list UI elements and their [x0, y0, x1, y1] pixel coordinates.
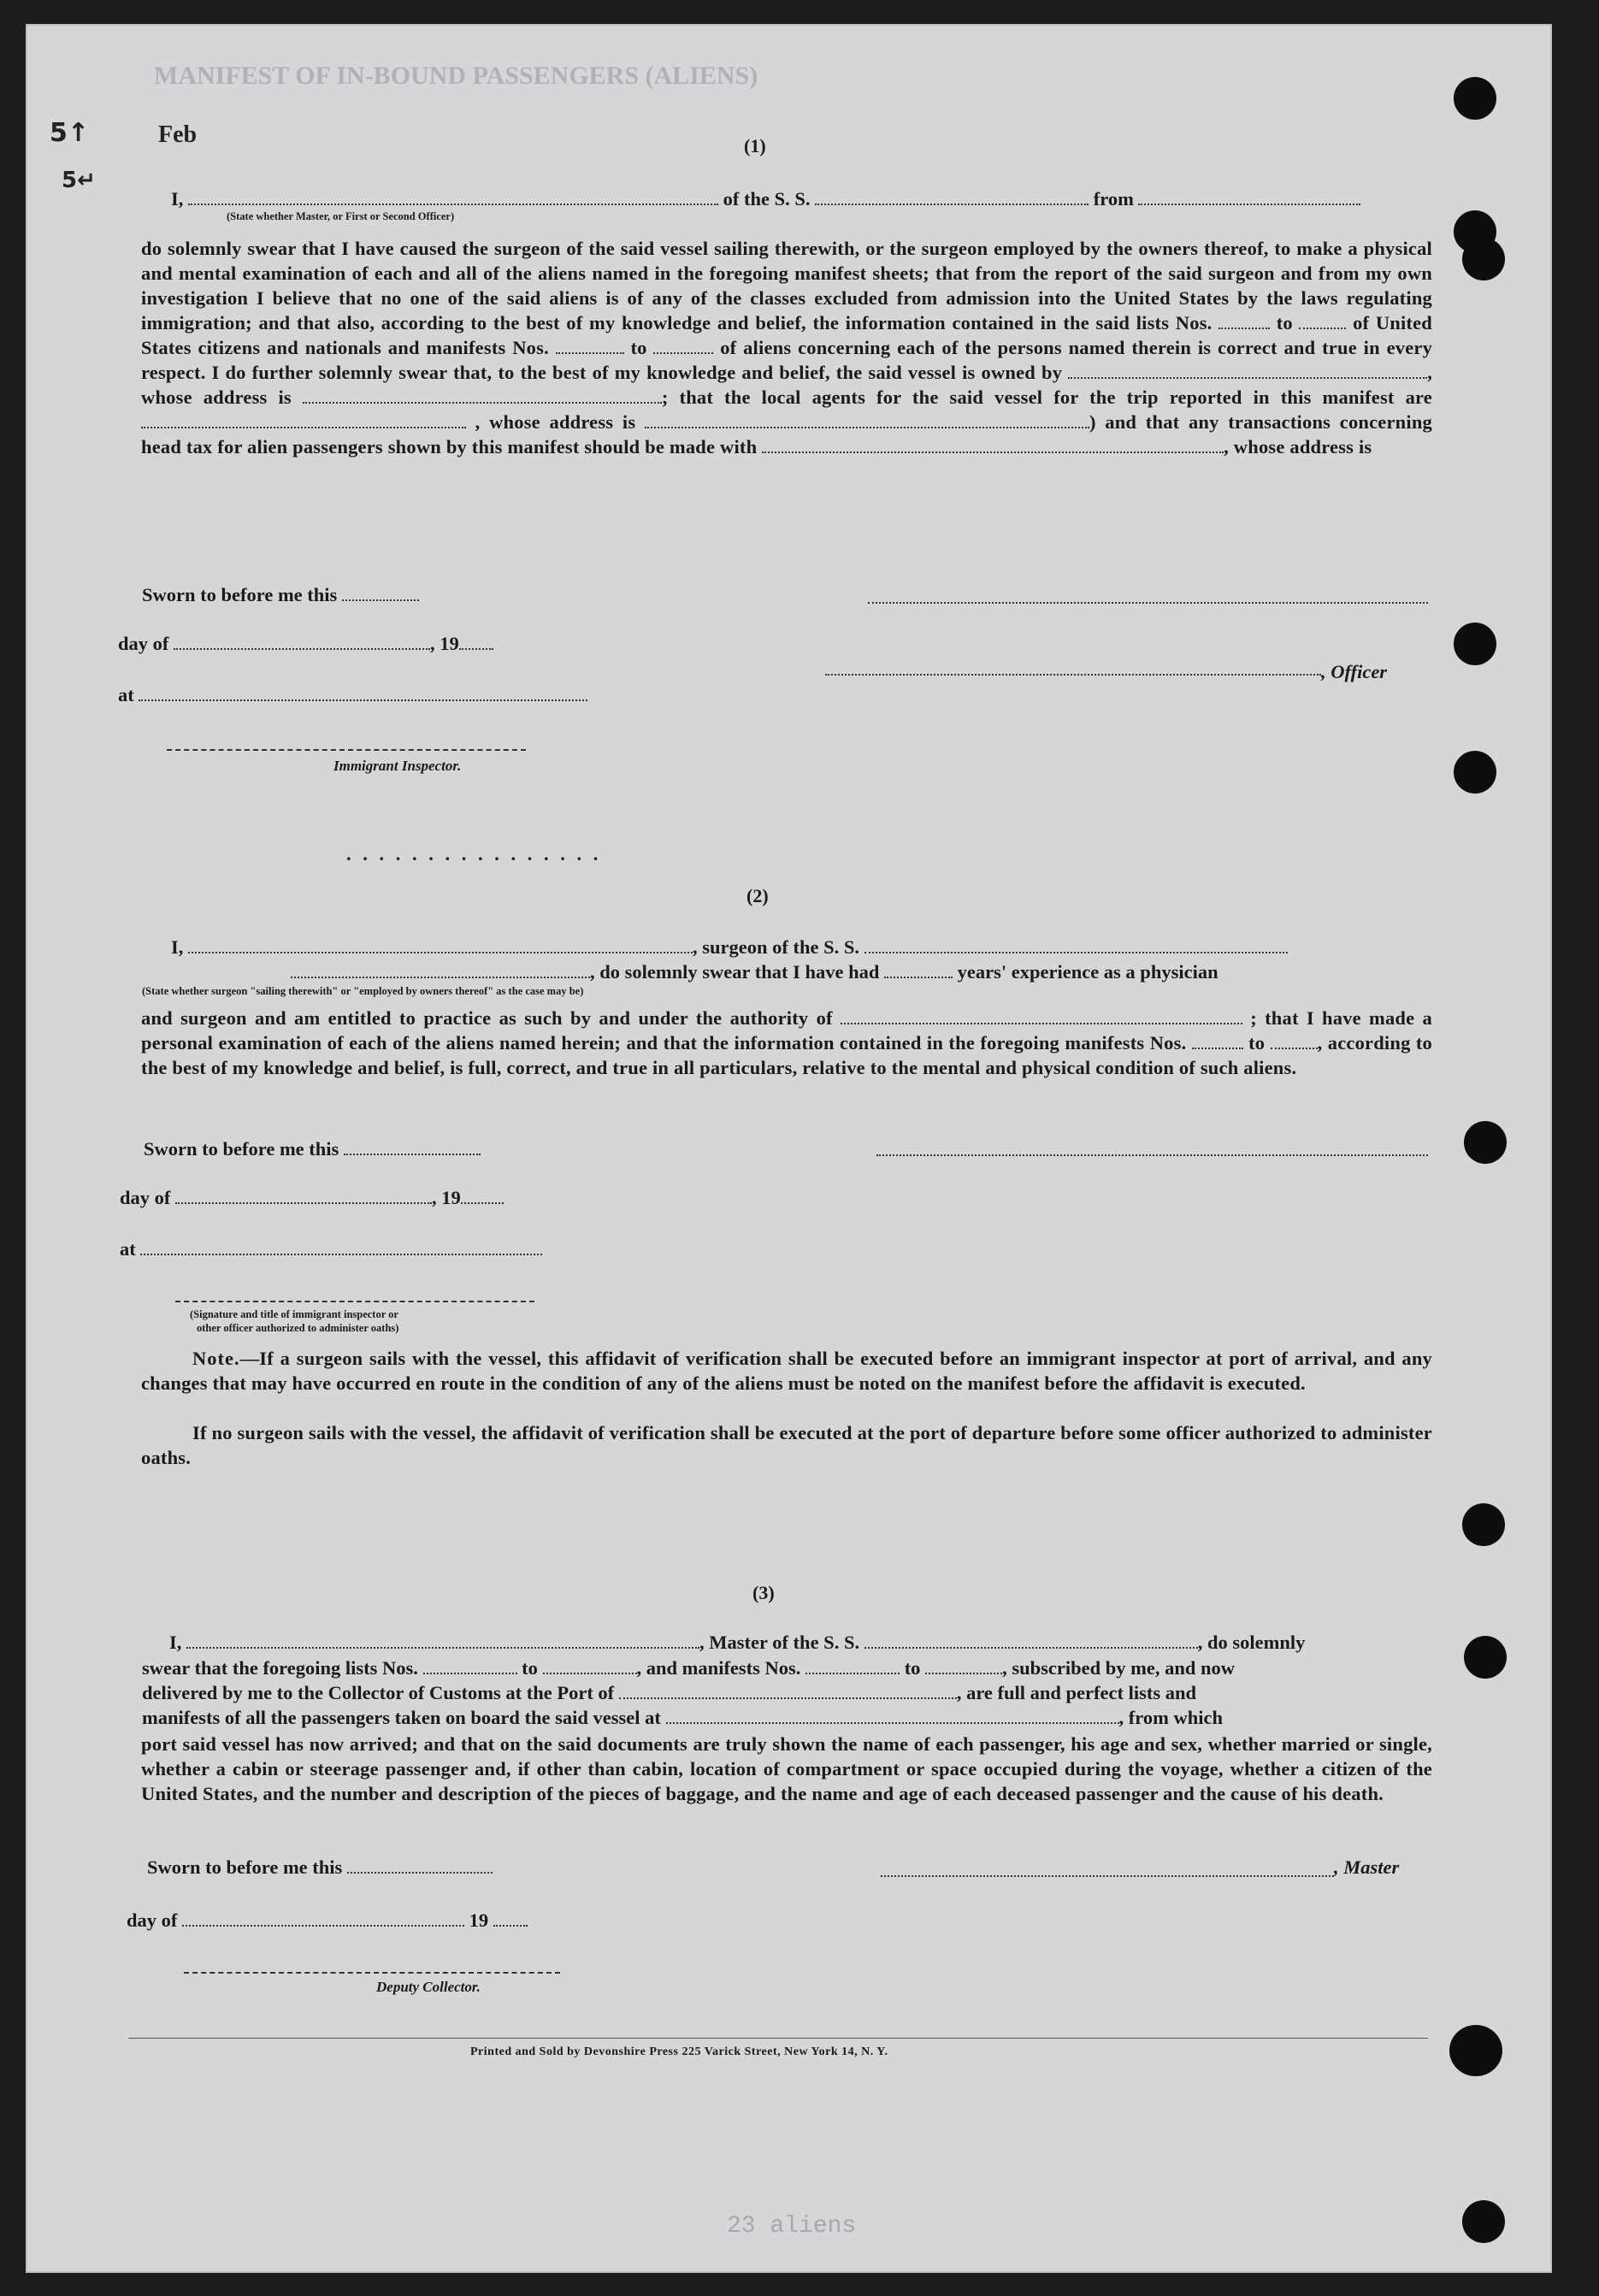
printer-credit: Printed and Sold by Devonshire Press 225 Varick Street, New York 14, N. Y.: [470, 2045, 888, 2058]
section-2-caption: (State whether surgeon "sailing therewith" or "employed by owners thereof" as the case may be): [142, 985, 584, 997]
surgeon-signature-line: [876, 1154, 1428, 1156]
section-2-day-of: day of , 19: [120, 1187, 504, 1209]
section-2-sworn: Sworn to before me this: [144, 1138, 481, 1160]
manifest-page: [26, 24, 1552, 2273]
section-2-caption-2a: (Signature and title of immigrant inspector or: [190, 1308, 398, 1320]
handwritten-mark: 5↑: [50, 118, 90, 148]
officer-label: , Officer: [1321, 661, 1388, 682]
aliens-count-bleed: 23 aliens: [727, 2213, 857, 2240]
section-3-line-2: swear that the foregoing lists Nos. to , and manifests Nos. to , subscribed by me, and now: [142, 1657, 1235, 1679]
section-3-sworn: Sworn to before me this: [147, 1856, 493, 1879]
note-paragraph: Note.—If a surgeon sails with the vessel, this affidavit of verification shall be executed before an immigrant inspector at port of arrival, and any changes that may have occurred en route in the condition of any of the aliens must be noted on the manifest before the affidavit is executed.: [141, 1348, 1432, 1394]
binder-hole: [1462, 2200, 1505, 2243]
immigrant-inspector-line: [167, 749, 526, 751]
handwritten-month: Feb: [158, 121, 198, 148]
binder-hole: [1454, 751, 1496, 794]
footer-rule: [128, 2038, 1428, 2039]
section-3-line-4: manifests of all the passengers taken on board the said vessel at , from which: [142, 1707, 1223, 1728]
section-1-day-of: day of , 19: [118, 633, 493, 655]
section-2-number: (2): [746, 885, 769, 906]
note-paragraph-2: If no surgeon sails with the vessel, the affidavit of verification shall be executed at the port of departure before some officer authorized to administer oaths.: [141, 1422, 1432, 1468]
section-3-number: (3): [752, 1582, 775, 1603]
section-2-inspector-line: [175, 1301, 534, 1302]
binder-hole: [1464, 1121, 1507, 1164]
binder-hole: [1454, 77, 1496, 120]
section-3-opening-line: I, , Master of the S. S. , do solemnly: [169, 1632, 1306, 1653]
binder-hole: [1464, 1636, 1507, 1679]
binder-hole: [1454, 623, 1496, 665]
section-1-number: (1): [744, 135, 766, 156]
officer-signature-line: [868, 602, 1428, 604]
master-signature-line: [881, 1875, 1334, 1877]
section-2-at: at: [120, 1238, 542, 1260]
officer-line: [825, 674, 1321, 676]
section-2-second-line: , do solemnly swear that I have had years' experience as a physician: [291, 961, 1218, 983]
section-3-oath-text: port said vessel has now arrived; and that on the said documents are truly shown the name of each passenger, his age and sex, whether married or single, whether a cabin or steerage passenger and, if other than cabin, location of compartment or space occupied during the voyage, whether a citizen of the United States, and the number and description of the pieces of baggage, and the name and age of each deceased passenger and the cause of his death.: [141, 1733, 1432, 1804]
deputy-collector-line: [184, 1972, 560, 1974]
section-2-caption-2b: other officer authorized to administer oaths): [197, 1322, 399, 1334]
section-1-opening-line: I, of the S. S. from: [171, 188, 1360, 210]
section-1-at: at: [118, 684, 587, 706]
section-2-opening-line: I, , surgeon of the S. S.: [171, 936, 1288, 959]
immigrant-inspector-label: Immigrant Inspector.: [333, 758, 462, 774]
section-2-oath-text: and surgeon and am entitled to practice as such by and under the authority of ; that I have made a personal examination of each of the aliens named herein; and that the information contained in the foregoing manifests Nos. to , according to the best of my knowledge and belief, is full, correct, and true in all particulars, relative to the mental and physical condition of such aliens.: [141, 1007, 1433, 1078]
handwritten-mark: 5↵: [62, 168, 96, 193]
section-1-caption: (State whether Master, or First or Second Officer): [227, 210, 455, 222]
section-3-line-3: delivered by me to the Collector of Customs at the Port of , are full and perfect lists and: [142, 1682, 1197, 1703]
binder-hole: [1449, 2025, 1502, 2076]
binder-hole: [1462, 238, 1505, 280]
bleed-through-header: MANIFEST OF IN-BOUND PASSENGERS (ALIENS): [154, 62, 758, 90]
deputy-collector-label: Deputy Collector.: [376, 1979, 481, 1995]
section-1-sworn: Sworn to before me this: [142, 584, 419, 606]
dotted-mark: . . . . . . . . . . . . . . . .: [346, 843, 602, 865]
section-3-day-of: day of 19: [127, 1909, 528, 1932]
master-label: , Master: [1334, 1856, 1400, 1878]
binder-hole: [1462, 1503, 1505, 1546]
section-1-oath-text: do solemnly swear that I have caused the surgeon of the said vessel sailing therewith, or the surgeon employed by the owners thereof, to make a physical and mental examination of each and all of the aliens named in the foregoing manifest sheets; that from the report of the said surgeon and from my own investigation I believe that no one of the said aliens is of any of the classes excluded from admission into the United States by the laws regulating immigration; and that also, according to the best of my knowledge and belief, the information contained in the said lists Nos. to of United States citizens and nationals and manifests Nos. to of aliens concerning each of the persons named therein is correct and true in every respect. I do further solemnly swear that, to the best of my knowledge and belief, the said vessel is owned by , whose address is ; that the local agents for the said vessel for the trip reported in this manifest are , whose address is ) and that any transactions concerning head tax for alien passengers shown by this manifest should be made with , whose address is: [141, 238, 1433, 457]
